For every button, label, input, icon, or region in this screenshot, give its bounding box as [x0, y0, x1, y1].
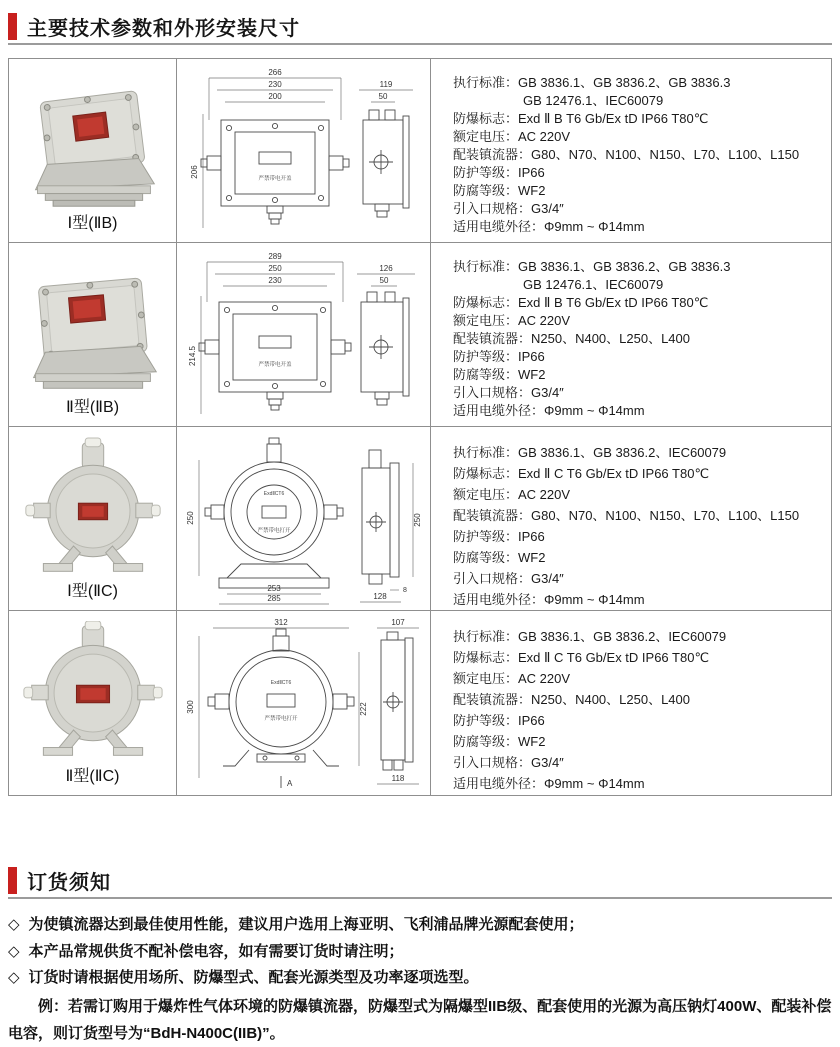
- spec-line: 适用电缆外径：Φ9mm ~ Φ14mm: [453, 592, 645, 607]
- spec-line: 防护等级：IP66: [453, 713, 545, 728]
- spec-cell-row4: [431, 611, 831, 795]
- spec-line: 引入口规格：G3/4″: [453, 201, 564, 216]
- notice-text: 订货时请根据使用场所、防爆型式、配套光源类型及功率逐项选型。: [28, 969, 479, 986]
- spec-line: 防护等级：IP66: [453, 165, 545, 180]
- svg-text:312: 312: [273, 618, 288, 627]
- photo-cell-row2: [9, 243, 177, 427]
- svg-text:230: 230: [267, 79, 282, 89]
- spec-line: 防腐等级：WF2: [453, 183, 546, 198]
- spec-line: 适用电缆外径：Φ9mm ~ Φ14mm: [453, 776, 645, 791]
- svg-text:250: 250: [185, 510, 195, 525]
- svg-text:206: 206: [189, 164, 199, 179]
- spec-line: 额定电压：AC 220V: [453, 487, 571, 502]
- spec-line: 适用电缆外径：Φ9mm ~ Φ14mm: [453, 219, 645, 234]
- photo-cell-row4: [9, 611, 177, 795]
- section-header-params: [8, 12, 300, 41]
- spec-line: 引入口规格：G3/4″: [453, 385, 564, 400]
- diamond-bullet-icon: ◇: [8, 916, 20, 933]
- drawing-cell-row4: [177, 611, 431, 795]
- spec-line: 配装镇流器：N250、N400、L250、L400: [453, 331, 690, 346]
- notice-item: [8, 912, 832, 939]
- spec-line: 配装镇流器：G80、N70、N100、N150、L70、L100、L150: [453, 147, 800, 162]
- diamond-bullet-icon: ◇: [8, 969, 20, 986]
- photo-cell-row3: [9, 427, 177, 611]
- svg-text:严禁带电开盖: 严禁带电开盖: [257, 175, 292, 182]
- svg-text:ExdⅡCT6: ExdⅡCT6: [263, 490, 284, 497]
- spec-line: 防腐等级：WF2: [453, 550, 546, 565]
- svg-text:A: A: [286, 779, 292, 788]
- spec-line: 配装镇流器：N250、N400、L250、L400: [453, 692, 690, 707]
- drawing-cell-row3: [177, 427, 431, 611]
- product-photo-box-II-IIB: [20, 253, 166, 399]
- svg-text:严禁带电开盖: 严禁带电开盖: [257, 361, 292, 368]
- spec-line: 防护等级：IP66: [453, 349, 545, 364]
- svg-text:285: 285: [266, 593, 281, 603]
- spec-line: 执行标准：GB 3836.1、GB 3836.2、GB 3836.3: [453, 75, 731, 90]
- section-header-ordering: [8, 866, 111, 895]
- spec-line: 配装镇流器：G80、N70、N100、N150、L70、L100、L150: [453, 508, 800, 523]
- spec-line: 引入口规格：G3/4″: [453, 755, 564, 770]
- svg-text:253: 253: [266, 583, 281, 593]
- notice-item: [8, 965, 832, 992]
- model-label: Ⅱ型(ⅡC): [65, 768, 120, 785]
- spec-line: 额定电压：AC 220V: [453, 313, 571, 328]
- svg-text:严禁带电打开: 严禁带电打开: [263, 716, 298, 722]
- section-accent-bar: [8, 867, 17, 894]
- spec-line: 防爆标志：Exd Ⅱ B T6 Gb/Ex tD IP66 T80℃: [453, 295, 709, 310]
- spec-line: 防护等级：IP66: [453, 529, 545, 544]
- drawing-cell-row1: [177, 59, 431, 243]
- product-photo-round-I-IIC: [20, 437, 166, 583]
- spec-line: 执行标准：GB 3836.1、GB 3836.2、IEC60079: [453, 445, 727, 460]
- spec-line: 防腐等级：WF2: [453, 734, 546, 749]
- svg-text:ExdⅡCT6: ExdⅡCT6: [270, 680, 291, 686]
- svg-text:300: 300: [185, 700, 195, 714]
- ordering-notices: [8, 912, 832, 1047]
- svg-text:289: 289: [267, 251, 282, 261]
- spec-line: GB 12476.1、IEC60079: [523, 277, 664, 292]
- notice-item: [8, 939, 832, 966]
- svg-text:266: 266: [267, 67, 282, 77]
- svg-text:214.5: 214.5: [187, 345, 197, 366]
- header-divider: [8, 43, 832, 45]
- technical-drawing-II-IIC: [179, 614, 429, 792]
- spec-line: 引入口规格：G3/4″: [453, 571, 564, 586]
- notice-text: 本产品常规供货不配补偿电容，如有需要订货时请注明；: [28, 942, 404, 960]
- spec-cell-row2: [431, 243, 831, 427]
- svg-text:118: 118: [391, 774, 404, 783]
- svg-text:250: 250: [412, 512, 422, 527]
- svg-text:严禁带电打开: 严禁带电打开: [256, 527, 291, 534]
- spec-line: 执行标准：GB 3836.1、GB 3836.2、IEC60079: [453, 629, 727, 644]
- svg-text:230: 230: [267, 275, 282, 285]
- spec-line: 执行标准：GB 3836.1、GB 3836.2、GB 3836.3: [453, 259, 731, 274]
- svg-text:250: 250: [267, 263, 282, 273]
- svg-text:8: 8: [402, 586, 407, 594]
- spec-cell-row1: [431, 59, 831, 243]
- svg-text:119: 119: [379, 79, 392, 89]
- spec-line: 适用电缆外径：Φ9mm ~ Φ14mm: [453, 403, 645, 418]
- parameters-table: [8, 58, 832, 796]
- drawing-cell-row2: [177, 243, 431, 427]
- spec-line: 额定电压：AC 220V: [453, 129, 571, 144]
- header-divider: [8, 897, 832, 899]
- spec-line: 防爆标志：Exd Ⅱ B T6 Gb/Ex tD IP66 T80℃: [453, 111, 709, 126]
- svg-text:200: 200: [267, 91, 282, 101]
- technical-drawing-I-IIC: [179, 430, 429, 608]
- spec-line: 防爆标志：Exd Ⅱ C T6 Gb/Ex tD IP66 T80℃: [453, 466, 710, 481]
- section-accent-bar: [8, 13, 17, 40]
- svg-text:126: 126: [378, 263, 393, 273]
- ordering-title: 订货须知: [27, 872, 111, 894]
- svg-text:222: 222: [358, 702, 368, 716]
- spec-line: 防爆标志：Exd Ⅱ C T6 Gb/Ex tD IP66 T80℃: [453, 650, 710, 665]
- spec-line: GB 12476.1、IEC60079: [523, 93, 664, 108]
- technical-drawing-I-IIB: [179, 62, 429, 240]
- ordering-example: 例：若需订购用于爆炸性气体环境的防爆镇流器，防爆型式为隔爆型IIB级、配套使用的光源为高压钠灯400W、配装补偿电容，则订货型号为“BdH-N400C(IIB)”。: [8, 997, 832, 1042]
- notice-text: 为使镇流器达到最佳使用性能，建议用户选用上海亚明、飞利浦品牌光源配套使用；: [28, 916, 584, 933]
- photo-cell-row1: [9, 59, 177, 243]
- page-title: 主要技术参数和外形安装尺寸: [27, 18, 300, 40]
- product-photo-box-I-IIB: [20, 69, 166, 215]
- svg-text:128: 128: [372, 591, 387, 601]
- svg-text:50: 50: [379, 275, 388, 285]
- diamond-bullet-icon: ◇: [8, 942, 20, 960]
- spec-cell-row3: [431, 427, 831, 611]
- product-photo-round-II-IIC: [20, 621, 166, 767]
- model-label: Ⅰ型(ⅡC): [67, 583, 118, 600]
- model-label: Ⅰ型(ⅡB): [67, 215, 118, 232]
- model-label: Ⅱ型(ⅡB): [65, 399, 120, 416]
- technical-drawing-II-IIB: [179, 246, 429, 424]
- spec-line: 额定电压：AC 220V: [453, 671, 571, 686]
- svg-text:50: 50: [378, 91, 387, 101]
- spec-line: 防腐等级：WF2: [453, 367, 546, 382]
- svg-text:107: 107: [390, 618, 405, 627]
